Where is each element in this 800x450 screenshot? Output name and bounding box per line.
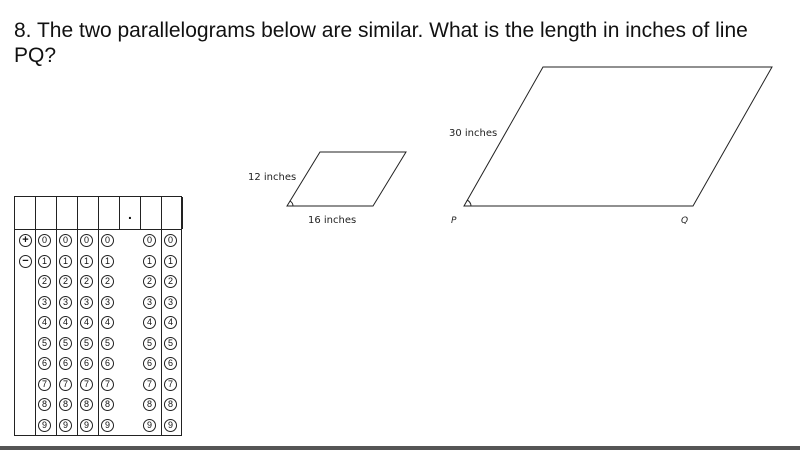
digit-bubble[interactable]: 8 <box>38 398 51 411</box>
digit-bubble[interactable]: 0 <box>164 234 177 247</box>
small-base-label: 16 inches <box>308 215 357 226</box>
digit-bubble[interactable]: 9 <box>38 419 51 432</box>
digit-bubble[interactable]: 2 <box>80 275 93 288</box>
digit-bubble[interactable]: 4 <box>101 316 114 329</box>
digit-bubble[interactable]: 0 <box>59 234 72 247</box>
bottom-rule <box>0 446 800 450</box>
column-separator <box>161 229 162 436</box>
digit-bubble[interactable]: 3 <box>38 296 51 309</box>
digit-bubble[interactable]: 3 <box>164 296 177 309</box>
digit-bubble[interactable]: 4 <box>80 316 93 329</box>
digit-bubble[interactable]: 7 <box>59 378 72 391</box>
entry-box[interactable] <box>162 197 183 229</box>
digit-bubble[interactable]: 4 <box>38 316 51 329</box>
digit-bubble[interactable]: 5 <box>59 337 72 350</box>
large-parallelogram <box>464 67 772 206</box>
digit-bubble[interactable]: 1 <box>59 255 72 268</box>
large-angle-mark <box>467 200 471 206</box>
digit-bubble[interactable]: 2 <box>38 275 51 288</box>
digit-bubble[interactable]: 6 <box>101 357 114 370</box>
digit-bubble[interactable]: 7 <box>80 378 93 391</box>
digit-bubble[interactable]: 1 <box>101 255 114 268</box>
question-text: 8. The two parallelograms below are similar. What is the length in inches of line PQ? <box>14 19 748 67</box>
digit-bubble[interactable]: 2 <box>143 275 156 288</box>
digit-bubble[interactable]: 9 <box>101 419 114 432</box>
digit-bubble[interactable]: 1 <box>38 255 51 268</box>
digit-bubble[interactable]: 1 <box>80 255 93 268</box>
digit-bubble[interactable]: 6 <box>38 357 51 370</box>
sign-bubble[interactable]: + <box>19 234 32 247</box>
digit-bubble[interactable]: 6 <box>59 357 72 370</box>
entry-box[interactable] <box>99 197 120 229</box>
digit-bubble[interactable]: 7 <box>101 378 114 391</box>
digit-bubble[interactable]: 5 <box>38 337 51 350</box>
digit-bubble[interactable]: 0 <box>101 234 114 247</box>
entry-box[interactable] <box>57 197 78 229</box>
digit-bubble[interactable]: 1 <box>143 255 156 268</box>
sign-bubble[interactable]: − <box>19 255 32 268</box>
digit-bubble[interactable]: 8 <box>164 398 177 411</box>
digit-bubble[interactable]: 3 <box>101 296 114 309</box>
digit-bubble[interactable]: 6 <box>164 357 177 370</box>
entry-box[interactable] <box>141 197 162 229</box>
digit-bubble[interactable]: 6 <box>143 357 156 370</box>
digit-bubble[interactable]: 0 <box>80 234 93 247</box>
digit-bubble[interactable]: 2 <box>101 275 114 288</box>
digit-bubble[interactable]: 5 <box>101 337 114 350</box>
digit-bubble[interactable]: 6 <box>80 357 93 370</box>
large-side-label: 30 inches <box>449 128 498 139</box>
digit-bubble[interactable]: 4 <box>59 316 72 329</box>
digit-bubble[interactable]: 5 <box>164 337 177 350</box>
digit-bubble[interactable]: 5 <box>80 337 93 350</box>
small-angle-mark <box>290 201 293 206</box>
digit-bubble[interactable]: 7 <box>38 378 51 391</box>
digit-bubble[interactable]: 8 <box>101 398 114 411</box>
digit-bubble[interactable]: 9 <box>59 419 72 432</box>
column-separator <box>56 229 57 436</box>
small-parallelogram <box>287 152 406 206</box>
digit-bubble[interactable]: 3 <box>59 296 72 309</box>
column-separator <box>77 229 78 436</box>
digit-bubble[interactable]: 0 <box>143 234 156 247</box>
entry-box[interactable] <box>36 197 57 229</box>
column-separator <box>98 229 99 436</box>
digit-bubble[interactable]: 7 <box>143 378 156 391</box>
digit-bubble[interactable]: 5 <box>143 337 156 350</box>
digit-bubble[interactable]: 8 <box>143 398 156 411</box>
entry-box[interactable] <box>120 197 141 229</box>
column-separator <box>35 229 36 436</box>
digit-bubble[interactable]: 8 <box>80 398 93 411</box>
point-p-label: P <box>451 216 457 226</box>
digit-bubble[interactable]: 9 <box>164 419 177 432</box>
small-side-label: 12 inches <box>248 172 297 183</box>
digit-bubble[interactable]: 3 <box>80 296 93 309</box>
entry-box[interactable] <box>78 197 99 229</box>
answer-grid <box>14 196 182 436</box>
digit-bubble[interactable]: 7 <box>164 378 177 391</box>
digit-bubble[interactable]: 8 <box>59 398 72 411</box>
digit-bubble[interactable]: 1 <box>164 255 177 268</box>
digit-bubble[interactable]: 4 <box>164 316 177 329</box>
digit-bubble[interactable]: 9 <box>80 419 93 432</box>
point-q-label: Q <box>681 216 689 226</box>
digit-bubble[interactable]: 9 <box>143 419 156 432</box>
digit-bubble[interactable]: 3 <box>143 296 156 309</box>
digit-bubble[interactable]: 2 <box>164 275 177 288</box>
digit-bubble[interactable]: 0 <box>38 234 51 247</box>
digit-bubble[interactable]: 4 <box>143 316 156 329</box>
decimal-point: . <box>128 206 132 222</box>
entry-box[interactable] <box>15 197 36 229</box>
digit-bubble[interactable]: 2 <box>59 275 72 288</box>
